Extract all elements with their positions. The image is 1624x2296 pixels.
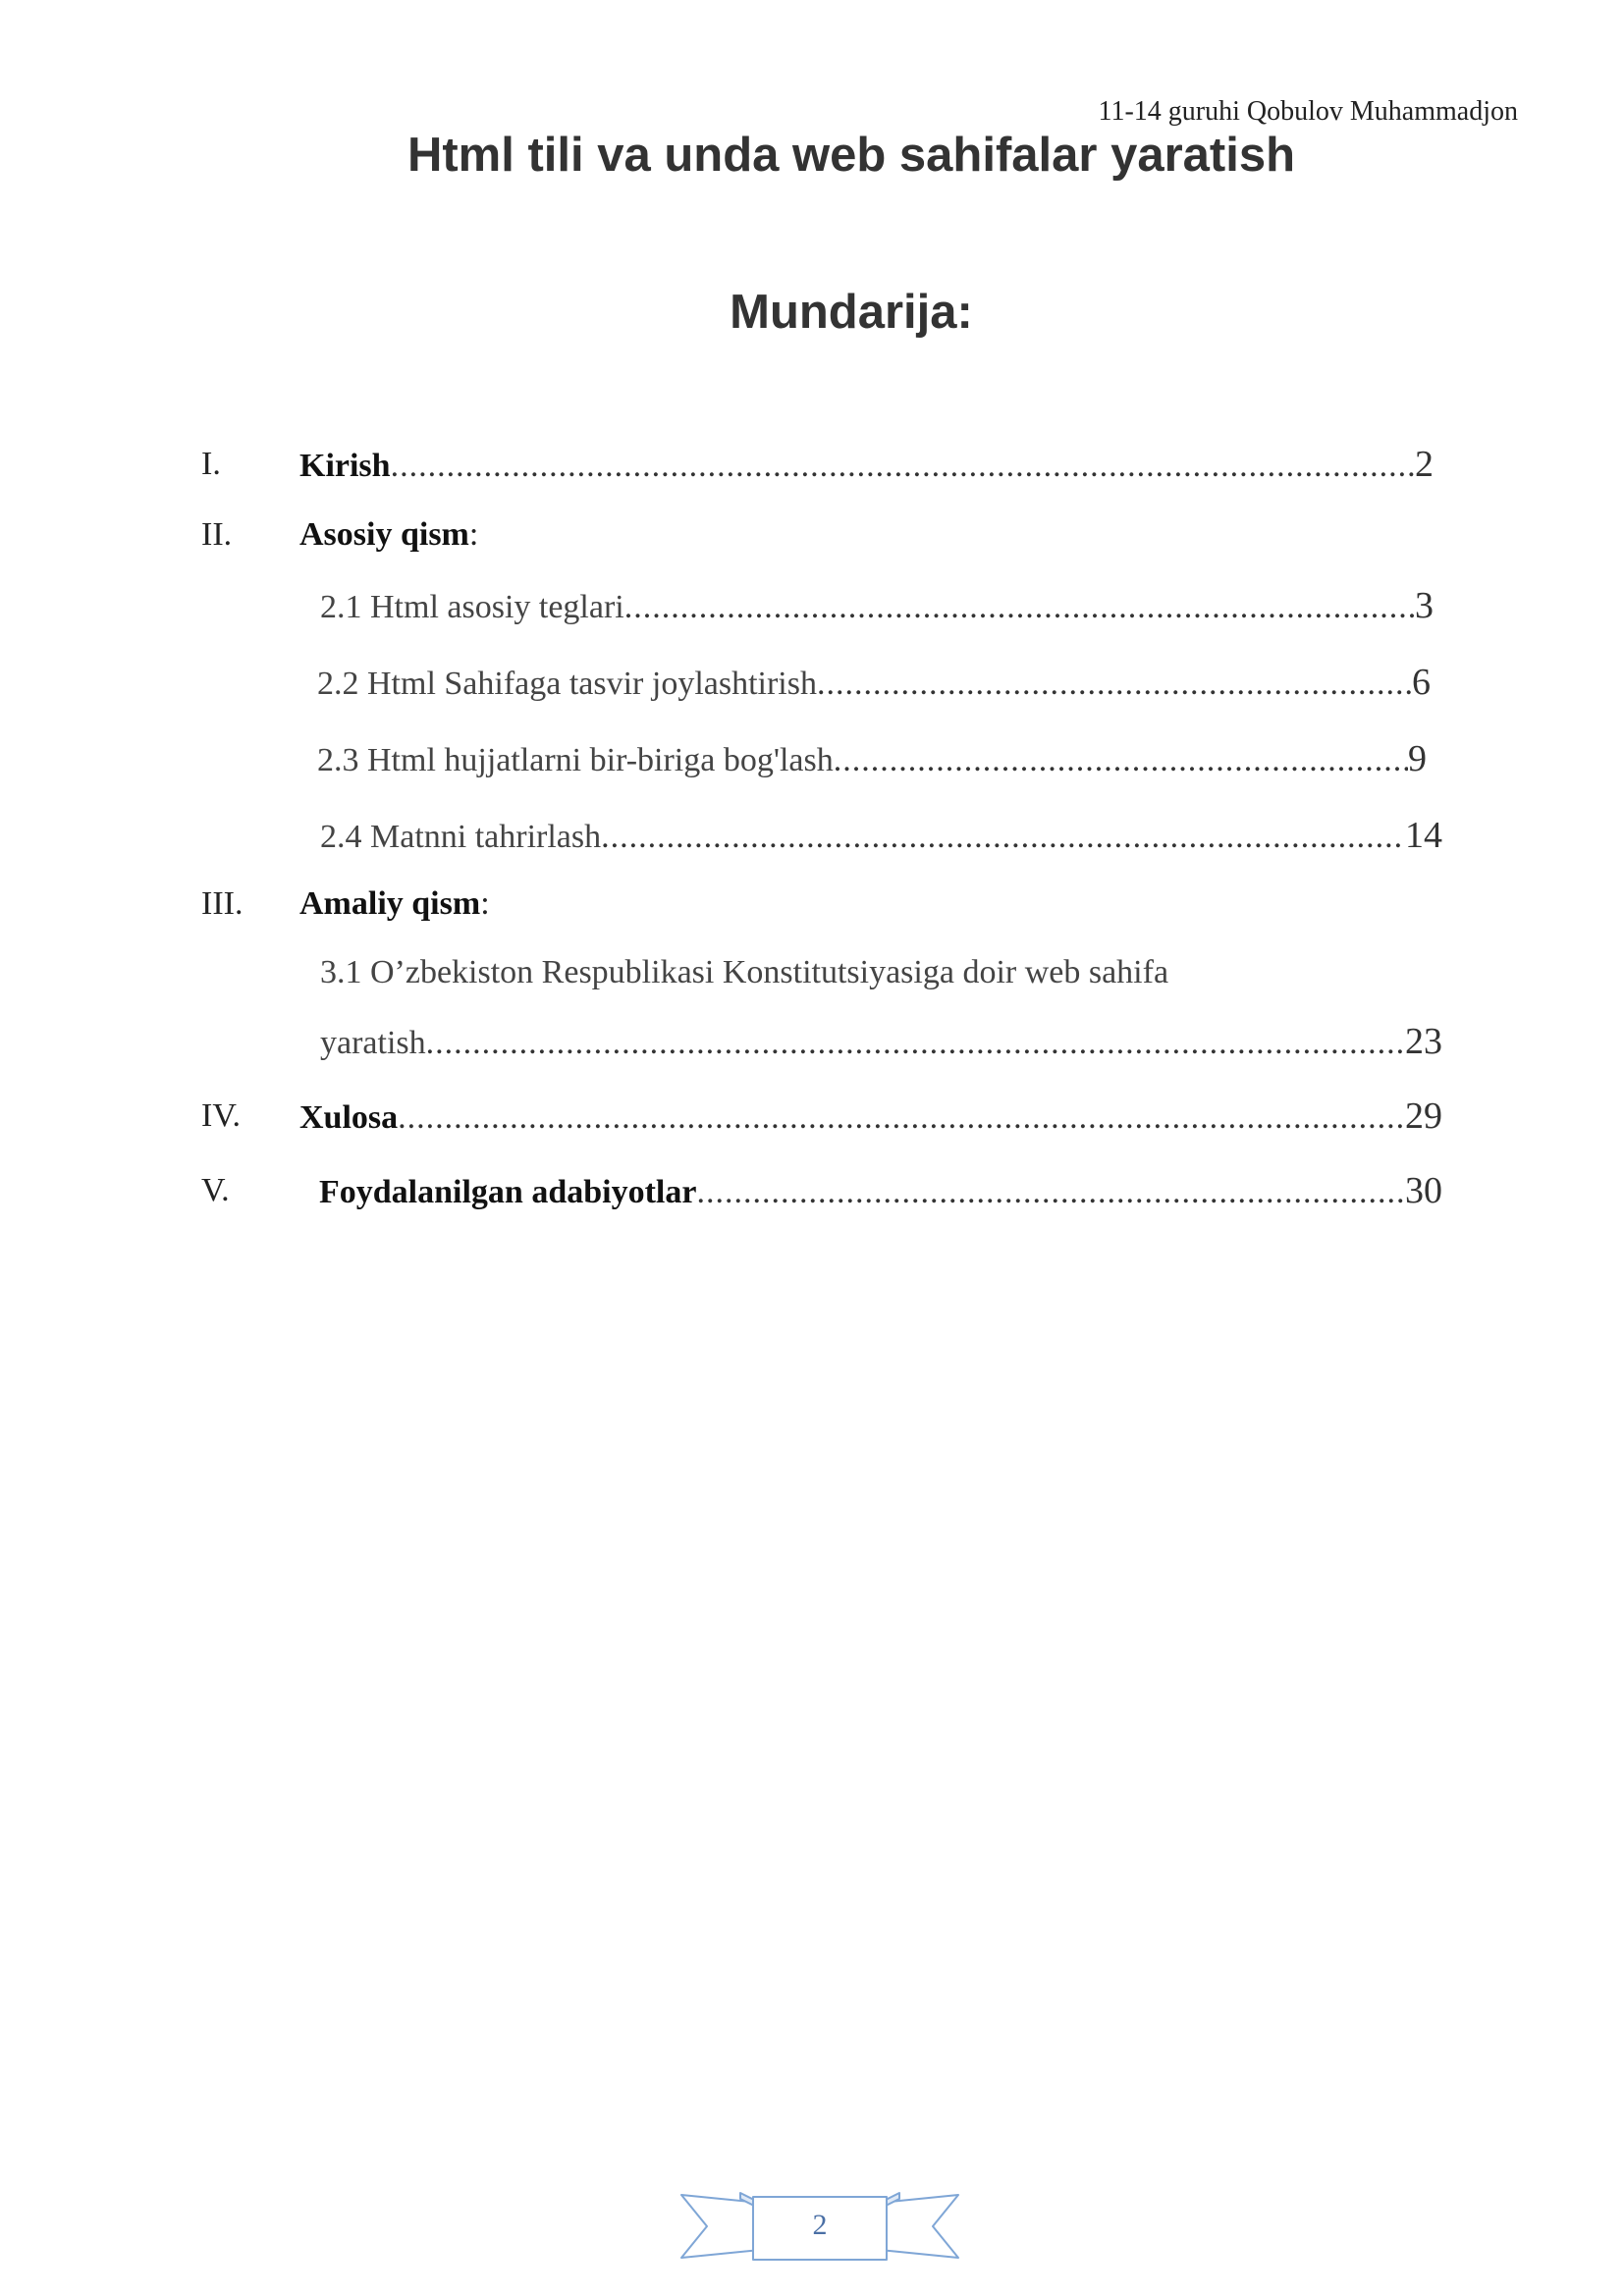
toc-entry-3-1 [320,1017,1442,1068]
toc-row-conclusion [0,1092,1624,1141]
toc-label: 2.4 Matnni tahrirlash [320,819,602,855]
toc-row-introduction [0,440,1624,489]
dot-leader [398,1094,1405,1143]
toc-numeral: III. [201,885,244,922]
dot-leader [696,1168,1405,1217]
toc-label: Foydalanilgan adabiyotlar [319,1174,697,1210]
toc-row-2-1 [0,581,1624,630]
toc-label-suffix: : [480,885,490,922]
dot-leader [624,583,1415,632]
toc-row-3-1-continued [0,1017,1624,1066]
toc-page-number: 14 [1405,815,1442,856]
dot-leader [601,813,1405,862]
toc-page-number: 29 [1405,1095,1442,1137]
dot-leader [834,736,1408,785]
dot-leader [426,1019,1405,1068]
toc-label: Kirish [299,448,391,484]
toc-entry-conclusion [299,1092,1442,1143]
toc-page-number: 6 [1412,662,1431,703]
toc-page-number: 23 [1405,1021,1442,1062]
toc-entry-references [319,1166,1442,1217]
header-author-note: 11-14 guruhi Qobulov Muhammadjon [1098,96,1518,127]
toc-row-references [0,1166,1624,1215]
toc-label: yaratish [320,1025,426,1061]
toc-label: Xulosa [299,1099,399,1136]
toc-label: 2.1 Html asosiy teglari [320,589,624,625]
toc-heading: Mundarija: [730,286,973,339]
page-number: 2 [812,2209,828,2241]
toc-page-number: 3 [1415,585,1434,626]
toc-entry-practical-part [299,880,490,929]
toc-entry-2-3 [317,734,1427,785]
toc-label: Asosiy qism [299,516,469,553]
toc-entry-2-1 [320,581,1434,632]
dot-leader [817,660,1412,709]
toc-row-main-part [0,510,1624,560]
toc-page-number: 30 [1405,1170,1442,1211]
toc-numeral: II. [201,516,233,553]
toc-page-number: 2 [1415,444,1434,485]
dot-leader [391,442,1415,491]
toc-row-2-4 [0,811,1624,860]
toc-row-2-3 [0,734,1624,783]
toc-label: 2.2 Html Sahifaga tasvir joylashtirish [317,666,817,702]
toc-entry-introduction [299,440,1434,491]
toc-entry-2-4 [320,811,1442,862]
toc-label: 3.1 O’zbekiston Respublikasi Konstitutsiyasiga doir web sahifa [320,954,1169,990]
document-title: Html tili va unda web sahifalar yaratish [406,129,1296,182]
toc-label: 2.3 Html hujjatlarni bir-biriga bog'lash [317,742,834,778]
toc-numeral: I. [201,446,221,482]
toc-numeral: IV. [201,1097,241,1134]
toc-label: Amaliy qism [299,885,481,922]
toc-page-number: 9 [1408,738,1427,779]
toc-numeral: V. [201,1172,230,1208]
toc-row-2-2 [0,658,1624,707]
toc-label-suffix: : [468,516,479,553]
toc-row-3-1 [0,948,1624,997]
toc-row-practical-part [0,880,1624,929]
toc-entry-main-part [299,510,478,560]
toc-entry-2-2 [317,658,1431,709]
